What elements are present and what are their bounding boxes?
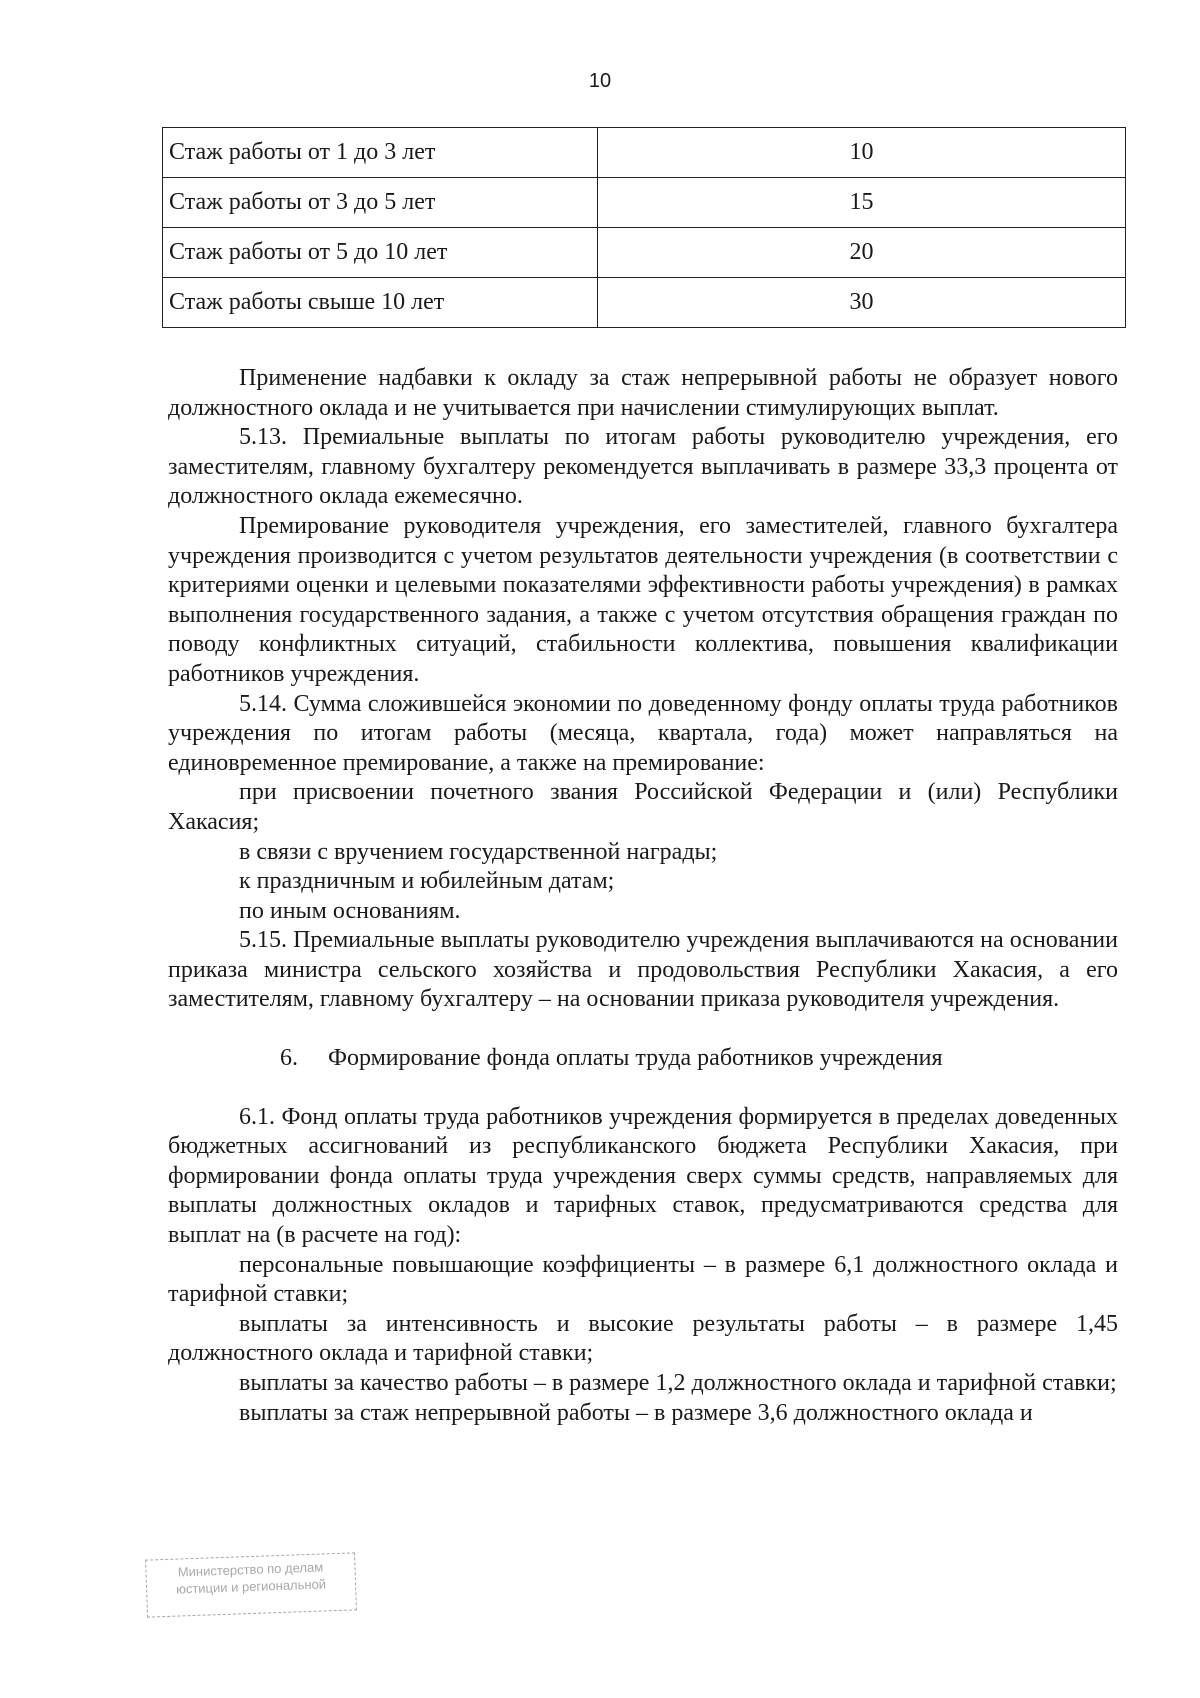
table-cell-value: 30 — [598, 278, 1126, 328]
paragraph: в связи с вручением государственной награды; — [239, 838, 718, 865]
paragraph: при присвоении почетного звания Российской Федерации и (или) Республики Хакасия; — [168, 779, 1118, 835]
table-row — [163, 178, 1126, 228]
table-cell-value: 20 — [598, 228, 1126, 278]
paragraph: 5.13. Премиальные выплаты по итогам работы руководителю учреждения, его заместителям, главному бухгалтеру рекомендуется выплачивать в размере 33,3 процента от должностного оклада ежемесячно. — [168, 424, 1118, 510]
table-cell-label: Стаж работы от 3 до 5 лет — [163, 178, 598, 228]
section-title: Формирование фонда оплаты труда работников учреждения — [328, 1045, 943, 1072]
paragraph: выплаты за стаж непрерывной работы – в размере 3,6 должностного оклада и — [239, 1399, 1033, 1426]
page-number: 10 — [588, 70, 612, 92]
registration-stamp — [145, 1552, 357, 1617]
paragraph: Премирование руководителя учреждения, его заместителей, главного бухгалтера учреждения производится с учетом результатов деятельности учреждения (в соответствии с критериями оценки и целевыми показателями эффективности работы учреждения) в рамках выполнения государственного задания, а также с учетом отсутствия обращения граждан по поводу конфликтных ситуаций, стабильности коллектива, повышения квалификации работников учреждения. — [168, 512, 1118, 687]
paragraph: по иным основаниям. — [239, 897, 461, 924]
stamp-line: юстиции и региональной — [175, 1576, 327, 1597]
paragraph: 5.15. Премиальные выплаты руководителю учреждения выплачиваются на основании приказа министра сельского хозяйства и продовольствия Республики Хакасия, а его заместителям, главному бухгалтеру – на основании приказа руководителя учреждения. — [168, 927, 1118, 1013]
paragraph: выплаты за интенсивность и высокие результаты работы – в размере 1,45 должностного оклада и тарифной ставки; — [168, 1310, 1118, 1367]
paragraph: к праздничным и юбилейным датам; — [239, 868, 615, 895]
paragraph: персональные повышающие коэффициенты – в размере 6,1 должностного оклада и тарифной ставки; — [168, 1251, 1118, 1308]
stazh-table — [162, 127, 1126, 328]
table-row — [163, 128, 1126, 178]
table-cell-label: Стаж работы свыше 10 лет — [163, 278, 598, 328]
table-row — [163, 278, 1126, 328]
paragraph: 5.14. Сумма сложившейся экономии по доведенному фонду оплаты труда работников учреждения по итогам работы (месяца, квартала, года) может направляться на единовременное премирование, а также на премирование: — [168, 690, 1118, 776]
section-heading — [168, 1044, 1118, 1074]
table-cell-label: Стаж работы от 5 до 10 лет — [163, 228, 598, 278]
stamp-line: Министерство по делам — [177, 1559, 324, 1580]
paragraph: Применение надбавки к окладу за стаж непрерывной работы не образует нового должностного оклада и не учитывается при начислении стимулирующих выплат. — [168, 365, 1118, 421]
table-cell-value: 15 — [598, 178, 1126, 228]
table-cell-label: Стаж работы от 1 до 3 лет — [163, 128, 598, 178]
paragraph: 6.1. Фонд оплаты труда работников учреждения формируется в пределах доведенных бюджетных ассигнований из республиканского бюджета Республики Хакасия, при формировании фонда оплаты труда учреждения сверх суммы средств, направляемых для выплаты должностных окладов и тарифных ставок, предусматриваются средства для выплат на (в расчете на год): — [168, 1103, 1118, 1249]
section-number: 6. — [280, 1045, 298, 1072]
paragraph: выплаты за качество работы – в размере 1,2 должностного оклада и тарифной ставки; — [239, 1370, 1117, 1396]
table-row — [163, 228, 1126, 278]
document-body — [168, 364, 1118, 1428]
table-cell-value: 10 — [598, 128, 1126, 178]
